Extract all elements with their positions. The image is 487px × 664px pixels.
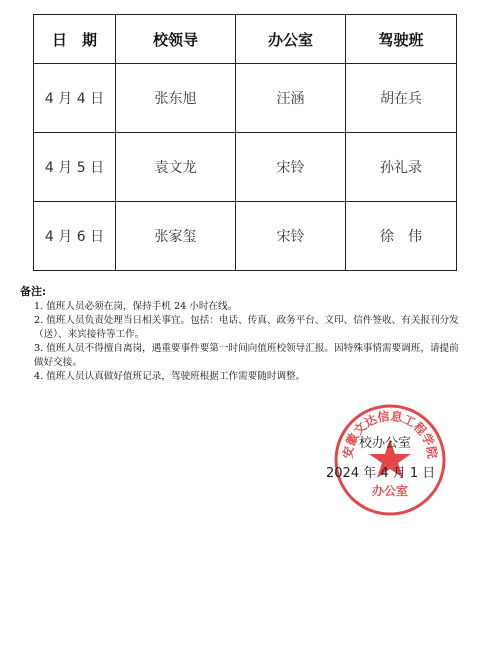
note-item: 2. 值班人员负责处理当日相关事宜。包括：电话、传真、政务平台、文印、信件签收、有关报刊分发（送）、来宾接待等工作。: [34, 315, 459, 340]
cell-date: 4 月 4 日: [34, 64, 116, 133]
table-row: [34, 133, 457, 202]
note-item: 3. 值班人员不得擅自离岗，遇重要事件要第一时间向值班校领导汇报。因特殊事情需要调班，请提前做好交接。: [34, 343, 459, 368]
signature-date: 2024 年 4 月 1 日: [326, 466, 436, 481]
header-school-leader: 校领导: [116, 15, 236, 64]
cell-office: 宋铃: [236, 133, 346, 202]
seal-ring-text: 安徽文达信息工程学院: [340, 409, 440, 460]
table-row: [34, 64, 457, 133]
table-header-row: [34, 15, 457, 64]
duty-schedule-table: [33, 14, 457, 271]
signature-block: [326, 435, 435, 483]
cell-school-leader: 张东旭: [116, 64, 236, 133]
cell-driver: 孙礼录: [346, 133, 457, 202]
notes-section: [20, 285, 460, 384]
cell-office: 汪涵: [236, 64, 346, 133]
note-item: 1. 值班人员必须在岗，保持手机 24 小时在线。: [34, 301, 238, 312]
seal-center-text: 办公室: [371, 484, 409, 498]
cell-date: 4 月 6 日: [34, 202, 116, 271]
cell-office: 宋铃: [236, 202, 346, 271]
cell-school-leader: 张家玺: [116, 202, 236, 271]
cell-date: 4 月 5 日: [34, 133, 116, 202]
header-driver-team: 驾驶班: [346, 15, 457, 64]
header-office: 办公室: [236, 15, 346, 64]
notes-title: 备注:: [20, 285, 47, 298]
signature-office: 校办公室: [359, 436, 412, 451]
note-item: 4. 值班人员认真做好值班记录，驾驶班根据工作需要随时调整。: [34, 371, 306, 382]
header-date: 日 期: [34, 15, 116, 64]
table-row: [34, 202, 457, 271]
cell-driver: 徐 伟: [346, 202, 457, 271]
cell-driver: 胡在兵: [346, 64, 457, 133]
cell-school-leader: 袁文龙: [116, 133, 236, 202]
